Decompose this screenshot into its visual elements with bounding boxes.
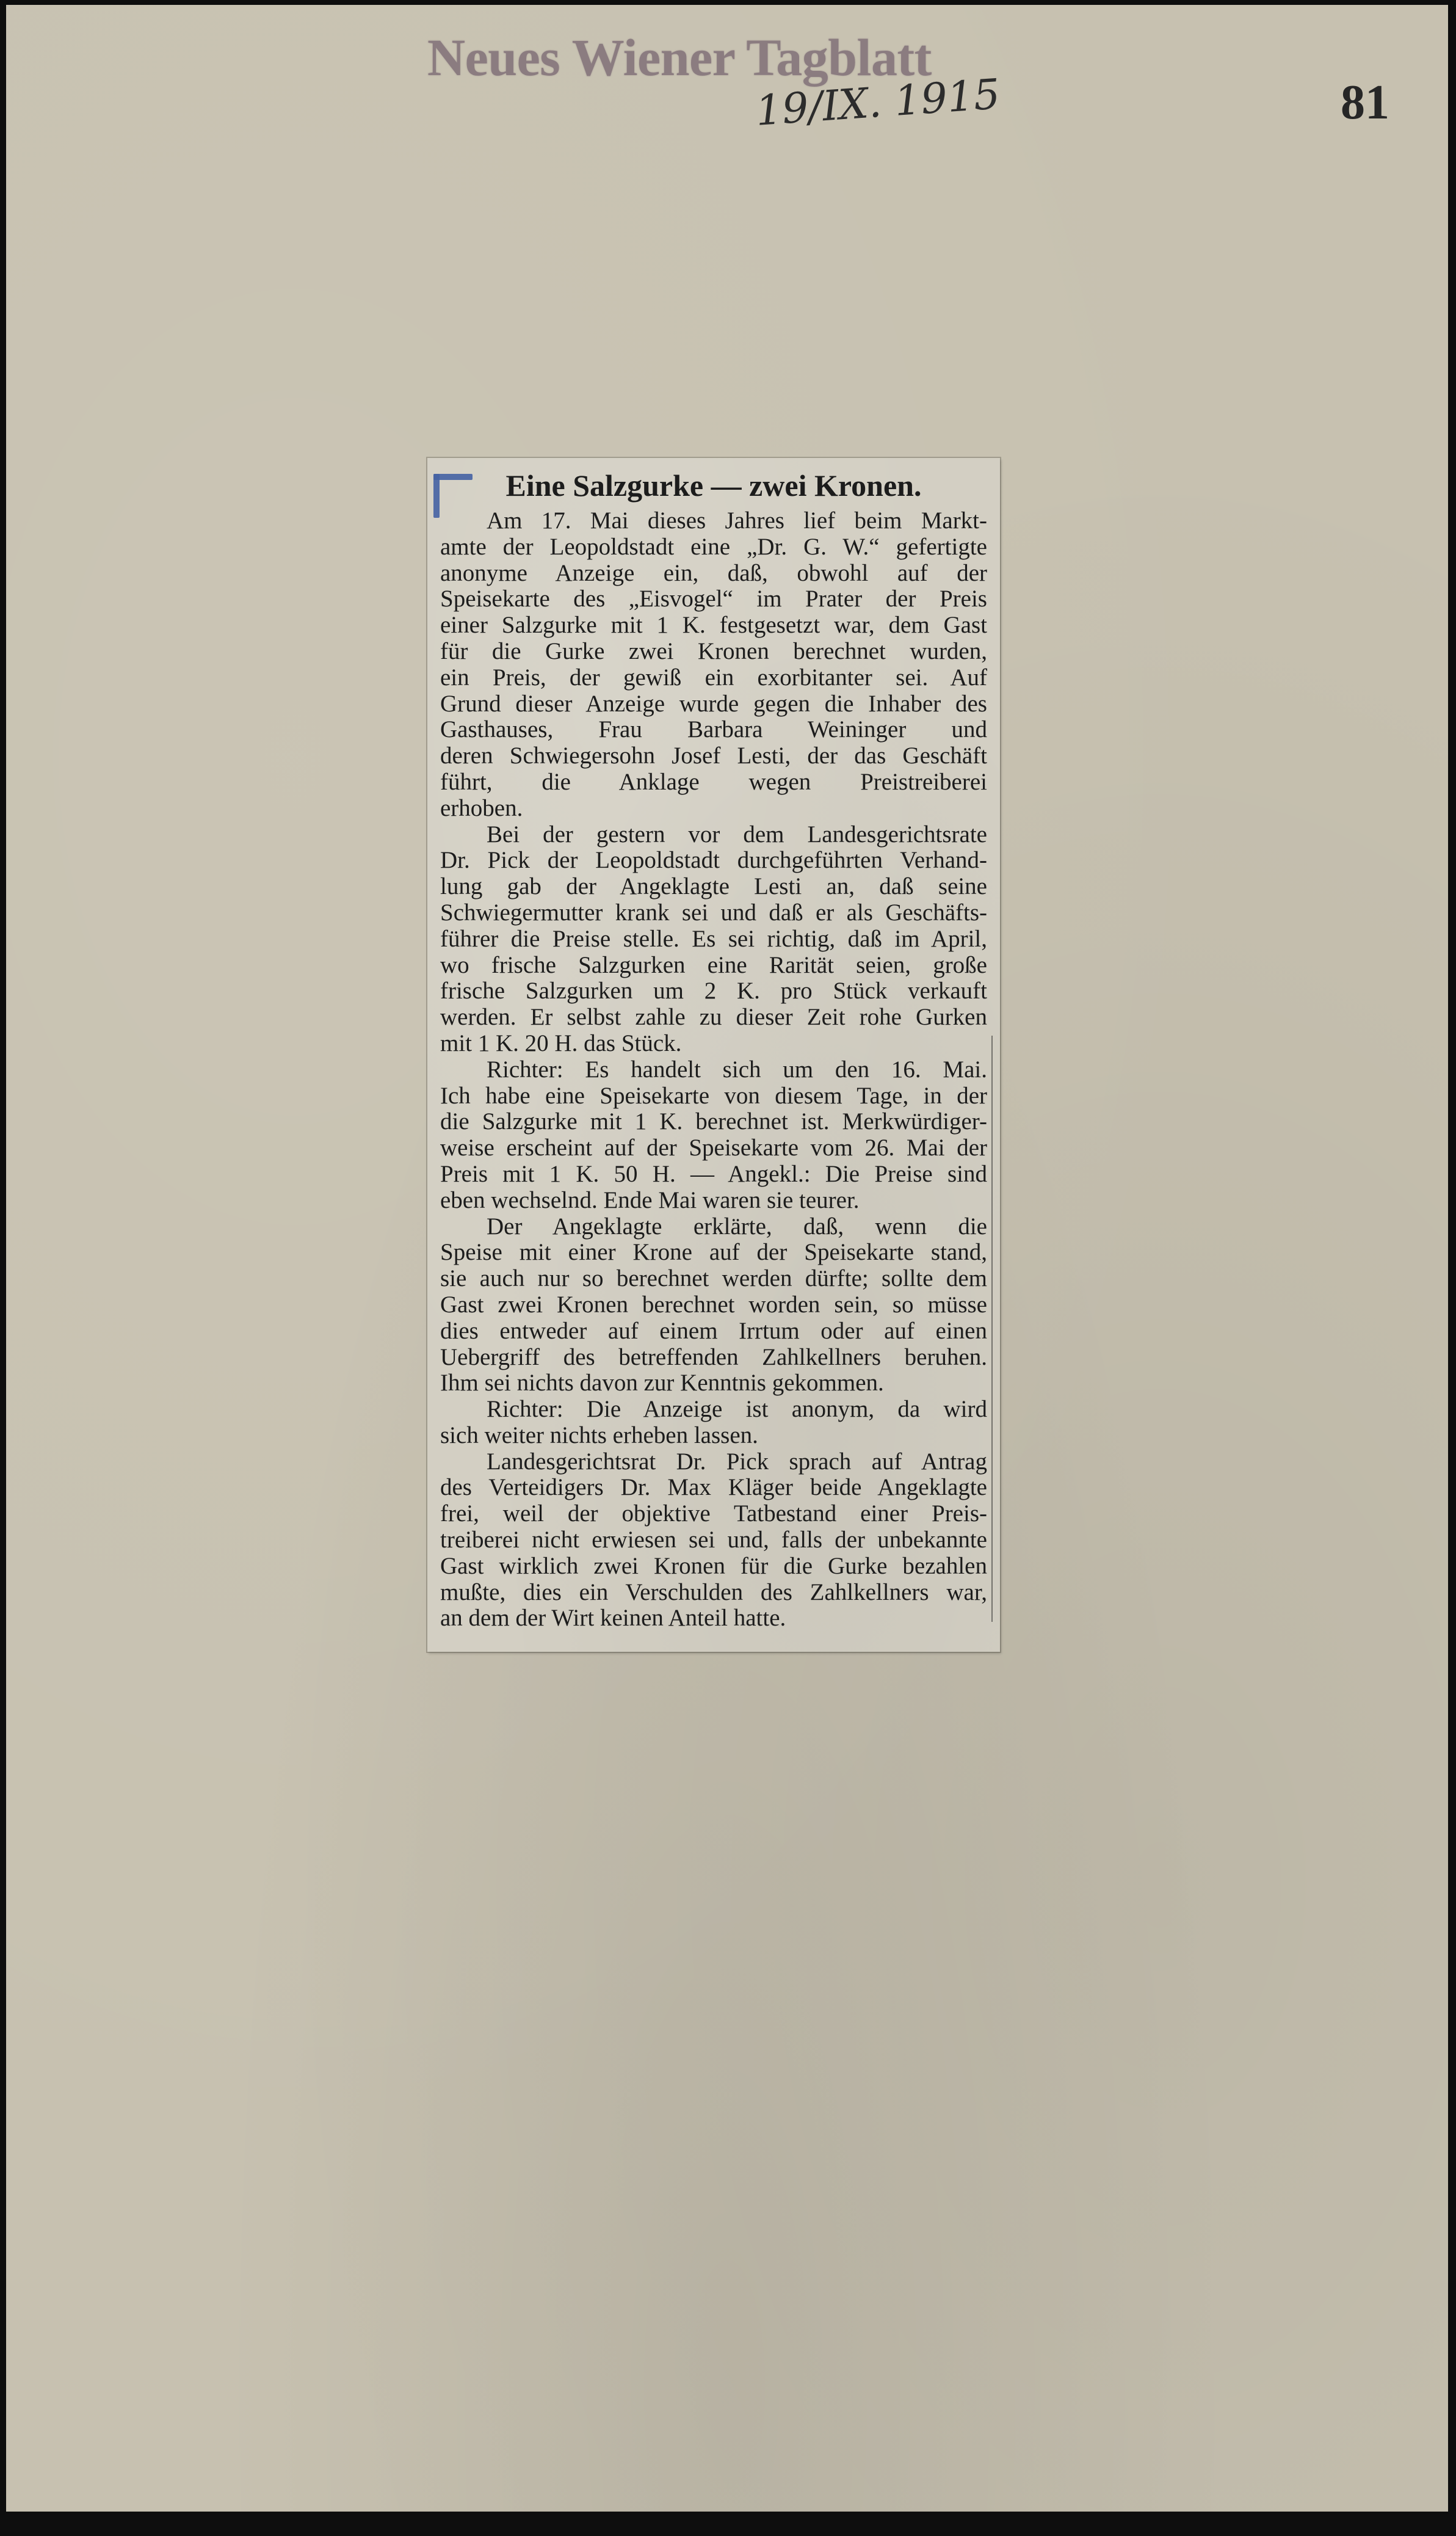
article-line: werden. Er selbst zahle zu dieser Zeit rohe Gurken [440,1004,987,1031]
blue-pencil-mark [433,474,440,518]
article-paragraph [440,1397,987,1449]
article-line: amte der Leopoldstadt eine „Dr. G. W.“ gefertigte [440,533,987,560]
article-line: Bei der gestern vor dem Landesgerichtsrate [487,821,987,848]
article-line: Gast zwei Kronen berechnet worden sein, so müsse [440,1291,987,1318]
article-line: Gasthauses, Frau Barbara Weininger und [440,716,987,743]
article-line: Grund dieser Anzeige wurde gegen die Inhaber des [440,690,987,717]
article-line: Gast wirklich zwei Kronen für die Gurke bezahlen [440,1552,987,1579]
newspaper-clipping [427,458,1000,1652]
article-line: frische Salzgurken um 2 K. pro Stück verkauft [440,978,987,1005]
blue-pencil-mark [433,474,473,480]
article-line: führer die Preise stelle. Es sei richtig, daß im April, [440,925,987,952]
article-line: erhoben. [440,794,523,821]
article-line: Landesgerichtsrat Dr. Pick sprach auf Antrag [487,1448,987,1475]
article-line: sie auch nur so berechnet werden dürfte; sollte dem [440,1265,987,1292]
article-line: Ihm sei nichts davon zur Kenntnis gekommen. [440,1370,884,1397]
article-line: Speisekarte des „Eisvogel“ im Prater der Preis [440,586,987,612]
article-line: weise erscheint auf der Speisekarte vom 26. Mai der [440,1135,987,1161]
article-line: die Salzgurke mit 1 K. berechnet ist. Merkwürdiger- [440,1108,987,1135]
article-line: Richter: Die Anzeige ist anonym, da wird [487,1396,987,1423]
article-line: anonyme Anzeige ein, daß, obwohl auf der [440,559,987,586]
handwritten-date: 19/IX. 1915 [754,70,1002,136]
article-line: Uebergriff des betreffenden Zahlkellners beruhen. [440,1343,987,1370]
article-line: wo frische Salzgurken eine Rarität seien, große [440,951,987,978]
article-line: deren Schwiegersohn Josef Lesti, der das Geschäft [440,743,987,769]
article-paragraph [440,822,987,1057]
column-rule [991,1036,993,1622]
article-line: für die Gurke zwei Kronen berechnet wurden, [440,638,987,664]
article-line: des Verteidigers Dr. Max Kläger beide Angeklagte [440,1474,987,1501]
article-line: eben wechselnd. Ende Mai waren sie teurer. [440,1186,860,1213]
article-line: lung gab der Angeklagte Lesti an, daß seine [440,873,987,900]
article-line: mußte, dies ein Verschulden des Zahlkellners war, [440,1579,987,1605]
article-paragraph [440,1057,987,1214]
article-paragraph [440,508,987,822]
article-title: Eine Salzgurke — zwei Kronen. [505,468,922,503]
page-number: 81 [1341,76,1389,129]
article-line: Preis mit 1 K. 50 H. — Angekl.: Die Preise sind [440,1160,987,1187]
article-line: an dem der Wirt keinen Anteil hatte. [440,1605,786,1632]
article-line: sich weiter nichts erheben lassen. [440,1422,758,1448]
article-line: Richter: Es handelt sich um den 16. Mai. [487,1056,987,1083]
article-line: Ich habe eine Speisekarte von diesem Tage, in der [440,1082,987,1109]
article-line: mit 1 K. 20 H. das Stück. [440,1030,682,1056]
article-line: Am 17. Mai dieses Jahres lief beim Markt- [487,507,987,534]
article-line: treiberei nicht erwiesen sei und, falls der unbekannte [440,1527,987,1553]
article-paragraph [440,1449,987,1632]
article-line: einer Salzgurke mit 1 K. festgesetzt war, dem Gast [440,612,987,639]
article-line: Schwiegermutter krank sei und daß er als Geschäfts- [440,899,987,926]
article-body [440,508,987,1632]
newspaper-name-stamp: Neues Wiener Tagblatt [427,28,932,87]
article-line: Dr. Pick der Leopoldstadt durchgeführten Verhand- [440,847,987,874]
article-line: führt, die Anklage wegen Preistreiberei [440,768,987,795]
article-paragraph [440,1214,987,1397]
article-line: frei, weil der objektive Tatbestand einer Preis- [440,1500,987,1527]
article-line: dies entweder auf einem Irrtum oder auf einen [440,1317,987,1344]
article-line: ein Preis, der gewiß ein exorbitanter sei. Auf [440,664,987,691]
article-line: Speise mit einer Krone auf der Speisekarte stand, [440,1239,987,1266]
article-line: Der Angeklagte erklärte, daß, wenn die [487,1213,987,1240]
